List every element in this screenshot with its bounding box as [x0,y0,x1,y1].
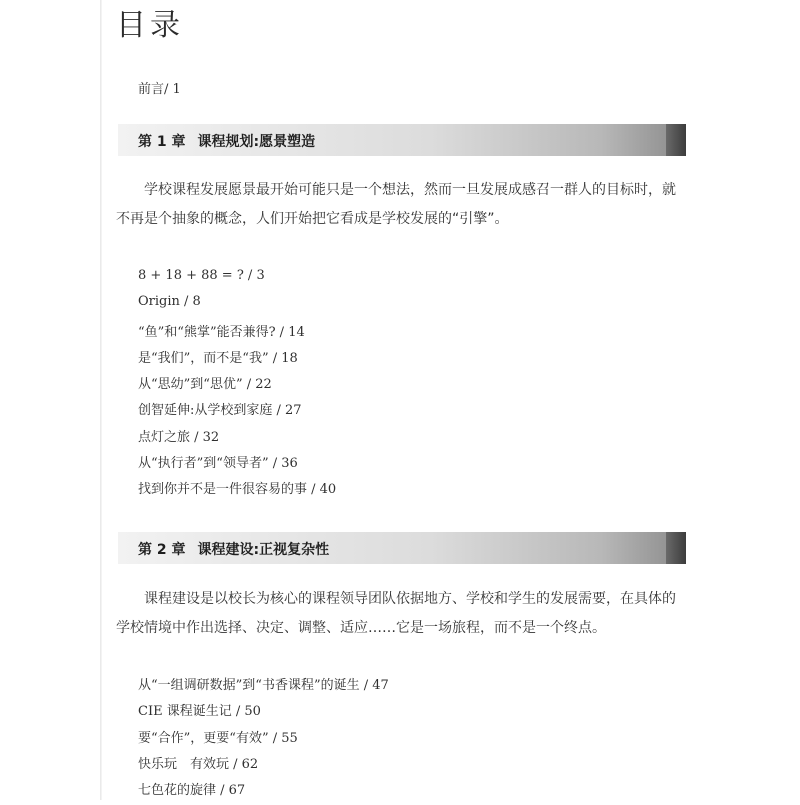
page-edge [100,0,102,800]
chapter-bar-cap [666,124,686,156]
chapter-2-header [118,532,686,564]
toc-entry: 找到你并不是一件很容易的事 / 40 [138,482,337,498]
toc-entry: Origin / 8 [138,294,201,310]
toc-entry: 从“一组调研数据”到“书香课程”的诞生 / 47 [138,678,389,693]
chapter-1-heading [138,131,315,151]
toc-entry: 是“我们”，而不是“我” / 18 [138,350,298,366]
page-gutter [0,0,100,800]
chapter-1-number: 第 1 章 [138,134,186,150]
toc-entry: 七色花的旋律 / 67 [138,783,246,799]
toc-title: 目录 [116,8,184,43]
toc-entry: CIE 课程诞生记 / 50 [138,704,261,720]
chapter-1-entries [138,268,336,505]
chapter-2-title: 课程建设:正视复杂性 [197,542,330,558]
toc-entry: 点灯之旅 / 32 [138,429,220,445]
toc-entry: 要“合作”，更要“有效” / 55 [138,730,298,746]
toc-entry: 创智延伸:从学校到家庭 / 27 [138,403,302,419]
toc-entry: “鱼”和“熊掌”能否兼得? / 14 [138,324,305,340]
chapter-2-intro: 课程建设是以校长为核心的课程领导团队依据地方、学校和学生的发展需要，在具体的学校情境中作出选择、决定、调整、适应……它是一场旅程，而不是一个终点。 [116,591,676,636]
toc-entry: 8 + 18 + 88 = ? / 3 [138,268,265,283]
chapter-1-intro: 学校课程发展愿景最开始可能只是一个想法，然而一旦发展成感召一群人的目标时，就不再是个抽象的概念，人们开始把它看成是学校发展的“引擎”。 [116,182,676,227]
toc-entry: 从“思幼”到“思优” / 22 [138,377,272,393]
chapter-bar-cap [666,532,686,564]
chapter-2-entries [138,674,389,805]
preface-entry: 前言/ 1 [138,82,181,97]
chapter-1-header [118,124,686,156]
toc-entry: 快乐玩 有效玩 / 62 [138,756,259,772]
chapter-2-number: 第 2 章 [138,542,186,558]
chapter-2-heading [138,539,329,559]
toc-entry: 从“执行者”到“领导者” / 36 [138,456,298,472]
chapter-1-title: 课程规划:愿景塑造 [197,134,316,150]
